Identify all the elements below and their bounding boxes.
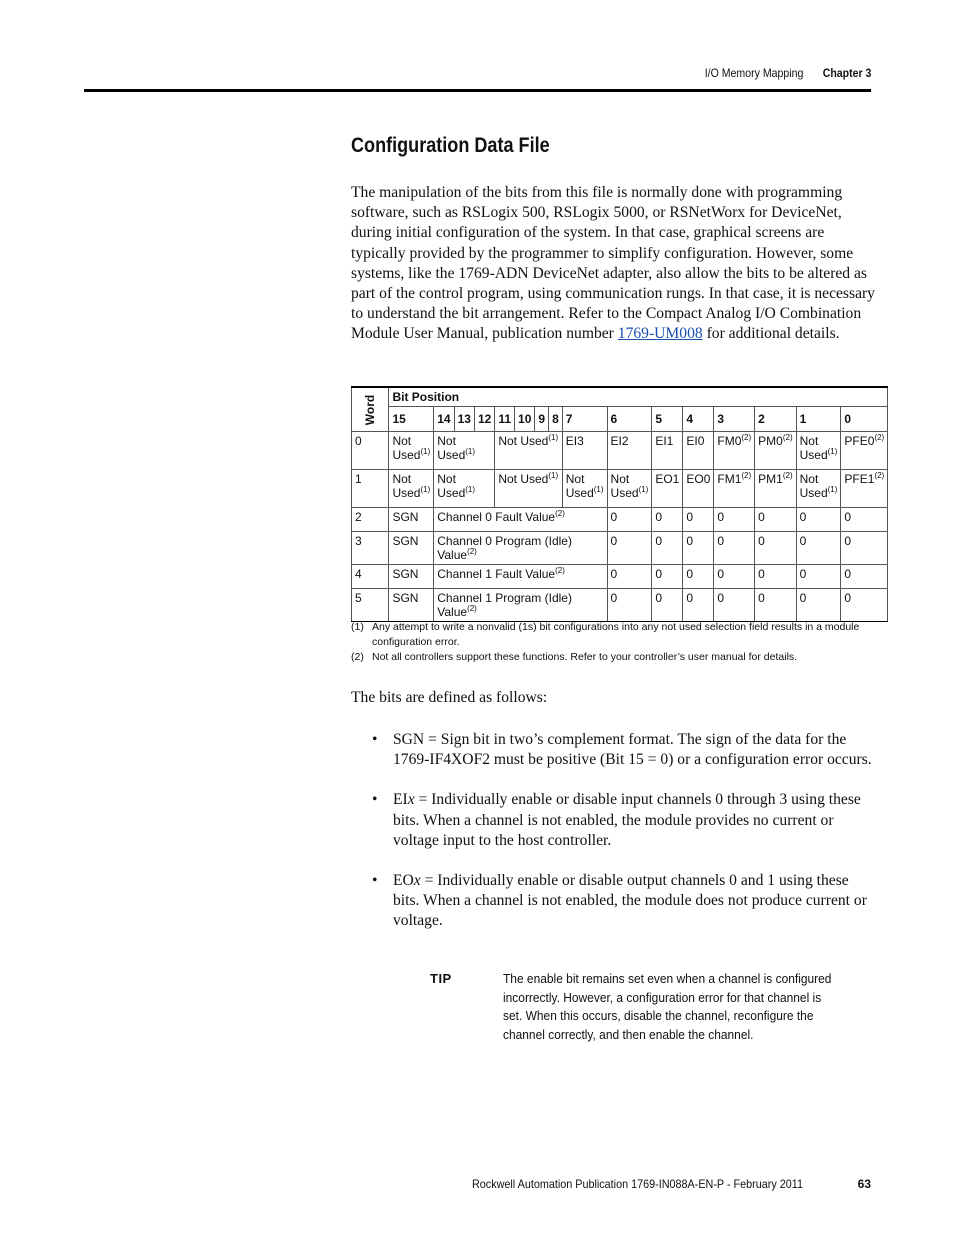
cell: FM0$^{(2)}$ <box>714 432 755 470</box>
cell: 0 <box>755 589 796 622</box>
bullet-icon: • <box>372 791 378 809</box>
cell: 0 <box>607 532 652 565</box>
word-number: 4 <box>352 565 389 589</box>
cell: EI3 <box>562 432 607 470</box>
bit-header: 10 <box>515 407 535 432</box>
configuration-bits-table <box>351 386 888 622</box>
footer-publication: Rockwell Automation Publication 1769-IN088A-EN-P - February 2011 <box>472 1177 803 1191</box>
cell: 0 <box>607 589 652 622</box>
running-header <box>704 66 871 80</box>
cell: Not Used$^{(1)}$ <box>796 470 841 508</box>
bit-header: 8 <box>549 407 563 432</box>
bit-position-header: Bit Position <box>389 387 888 407</box>
publication-link[interactable]: 1769-UM008 <box>617 325 703 343</box>
header-chapter: Chapter 3 <box>822 66 871 80</box>
value-label-cell: Channel 0 Program (Idle) Value$^{(2)}$ <box>434 532 607 565</box>
word-number: 5 <box>352 589 389 622</box>
cell: 0 <box>755 508 796 532</box>
cell: Not Used$^{(1)}$ <box>434 470 495 508</box>
bit-header: 2 <box>755 407 796 432</box>
table-footnotes <box>351 620 871 665</box>
list-item: • SGN = Sign bit in two’s complement format. The sign of the data for the 1769-IF4XOF2 must be positive (Bit 15 = 0) or a configuration error occurs. <box>372 730 872 770</box>
footnote: (2) Not all controllers support these functions. Refer to your controller’s user manual for details. <box>351 651 798 663</box>
cell: 0 <box>652 508 683 532</box>
cell: Not Used$^{(1)}$ <box>434 432 495 470</box>
cell: Not Used$^{(1)}$ <box>562 470 607 508</box>
definitions-intro: The bits are defined as follows: <box>351 689 548 706</box>
word-number: 0 <box>352 432 389 470</box>
table-row <box>352 432 888 470</box>
table-row <box>352 470 888 508</box>
cell: Not Used$^{(1)}$ <box>495 470 562 508</box>
cell: 0 <box>714 532 755 565</box>
list-item: • EOx = Individually enable or disable output channels 0 and 1 using these bits. When a channel is not enabled, the module does not produce current or voltage. <box>372 871 872 932</box>
cell: 0 <box>796 565 841 589</box>
sign-cell: SGN <box>389 532 434 565</box>
cell: Not Used$^{(1)}$ <box>389 470 434 508</box>
cell: PM0$^{(2)}$ <box>755 432 796 470</box>
table-row <box>352 508 888 532</box>
bit-header: 1 <box>796 407 841 432</box>
bit-definitions-list <box>372 730 872 952</box>
header-section: I/O Memory Mapping <box>704 66 803 80</box>
cell: FM1$^{(2)}$ <box>714 470 755 508</box>
bullet-icon: • <box>372 872 378 890</box>
cell: Not Used$^{(1)}$ <box>495 432 562 470</box>
value-label-cell: Channel 0 Fault Value$^{(2)}$ <box>434 508 607 532</box>
tip-text: The enable bit remains set even when a channel is configured incorrectly. However, a configuration error for that channel is set. When this occurs, disable the channel, reconfigure the channel correctly, and then enable the channel. <box>503 971 832 1042</box>
bit-header: 9 <box>535 407 549 432</box>
tip-label: TIP <box>430 971 452 986</box>
cell: 0 <box>607 508 652 532</box>
bit-header: 11 <box>495 407 515 432</box>
cell: 0 <box>607 565 652 589</box>
cell: Not Used$^{(1)}$ <box>796 432 841 470</box>
bit-header: 14 <box>434 407 454 432</box>
bit-header: 7 <box>562 407 607 432</box>
footnote: (1) Any attempt to write a nonvalid (1s) bit configurations into any not used selection field results in a module configuration error. <box>351 621 860 648</box>
cell: Not Used$^{(1)}$ <box>389 432 434 470</box>
cell: 0 <box>796 508 841 532</box>
cell: EI2 <box>607 432 652 470</box>
cell: 0 <box>652 565 683 589</box>
cell: PFE0$^{(2)}$ <box>841 432 888 470</box>
header-rule <box>84 89 871 92</box>
intro-text: The manipulation of the bits from this file is normally done with programming software, such as RSLogix 500, RSLogix 5000, or RSNetWorx for DeviceNet, during initial configuration of the system. In that case, graphical screens are typically provided by the programmer to simplify configuration. However, some systems, like the 1769-ADN DeviceNet adapter, also allow the bits to be altered as part of the control program, using communication rungs. In that case, it is necessary to understand the bit arrangement. Refer to the Compact Analog I/O Combination Module User Manual, publication number <box>351 184 875 343</box>
cell: 0 <box>755 532 796 565</box>
cell: 0 <box>683 508 714 532</box>
cell: 0 <box>841 508 888 532</box>
table-row <box>352 589 888 622</box>
cell: 0 <box>714 565 755 589</box>
table-row <box>352 532 888 565</box>
cell: 0 <box>714 589 755 622</box>
word-number: 3 <box>352 532 389 565</box>
page-number: 63 <box>857 1177 871 1191</box>
bit-header: 6 <box>607 407 652 432</box>
bit-number-row <box>352 407 888 432</box>
bit-header: 12 <box>474 407 494 432</box>
table-header-row <box>352 387 888 407</box>
bit-header: 4 <box>683 407 714 432</box>
cell: 0 <box>652 532 683 565</box>
cell: 0 <box>652 589 683 622</box>
intro-paragraph <box>351 183 881 345</box>
bit-header: 15 <box>389 407 434 432</box>
cell: 0 <box>683 532 714 565</box>
bit-header: 0 <box>841 407 888 432</box>
table-row <box>352 565 888 589</box>
bullet-icon: • <box>372 731 378 748</box>
bit-header: 13 <box>454 407 474 432</box>
cell: 0 <box>841 589 888 622</box>
value-label-cell: Channel 1 Fault Value$^{(2)}$ <box>434 565 607 589</box>
bit-header: 3 <box>714 407 755 432</box>
cell: 0 <box>714 508 755 532</box>
bit-header: 5 <box>652 407 683 432</box>
cell: 0 <box>841 532 888 565</box>
cell: EO1 <box>652 470 683 508</box>
cell: PFE1$^{(2)}$ <box>841 470 888 508</box>
intro-text-end: for additional details. <box>706 325 840 343</box>
cell: EO0 <box>683 470 714 508</box>
sign-cell: SGN <box>389 589 434 622</box>
cell: PM1$^{(2)}$ <box>755 470 796 508</box>
cell: 0 <box>796 532 841 565</box>
cell: 0 <box>796 589 841 622</box>
cell: 0 <box>683 589 714 622</box>
cell: EI0 <box>683 432 714 470</box>
sign-cell: SGN <box>389 565 434 589</box>
cell: 0 <box>683 565 714 589</box>
page-title: Configuration Data File <box>351 134 550 157</box>
cell: 0 <box>755 565 796 589</box>
sign-cell: SGN <box>389 508 434 532</box>
cell: EI1 <box>652 432 683 470</box>
value-label-cell: Channel 1 Program (Idle) Value$^{(2)}$ <box>434 589 607 622</box>
word-column-header: Word <box>352 387 389 432</box>
list-item: • EIx = Individually enable or disable input channels 0 through 3 using these bits. When a channel is not enabled, the module provides no current or voltage input to the host controller. <box>372 790 872 851</box>
cell: Not Used$^{(1)}$ <box>607 470 652 508</box>
word-number: 1 <box>352 470 389 508</box>
word-number: 2 <box>352 508 389 532</box>
cell: 0 <box>841 565 888 589</box>
